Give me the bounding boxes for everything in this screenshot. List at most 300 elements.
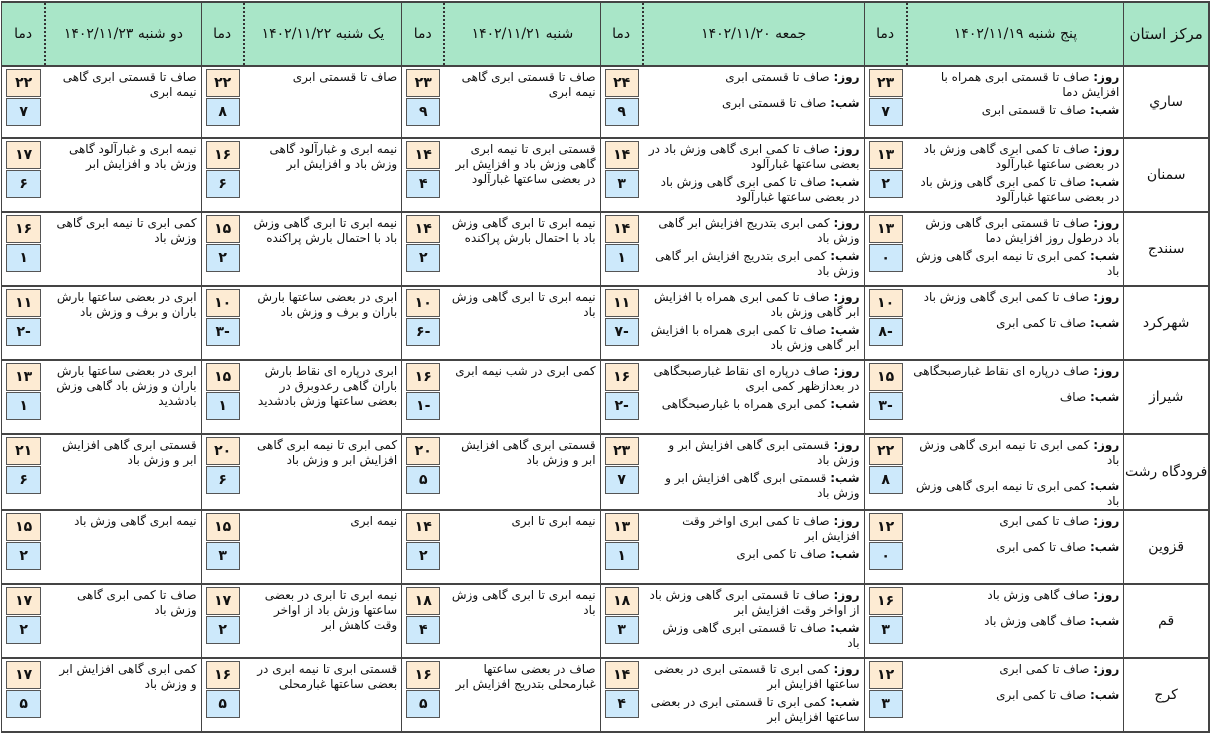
temp-cell (864, 510, 907, 584)
night-forecast (649, 249, 860, 279)
temp-cell (402, 434, 445, 510)
night-label: شب: (1089, 249, 1120, 263)
max-temp: ۲۰ (406, 437, 440, 465)
forecast-text: قسمتی ابری گاهی افزایش ابر و وزش باد (62, 438, 197, 467)
max-temp: ۱۵ (206, 513, 240, 541)
header-temp-1: دما (864, 2, 907, 66)
province-name: ساري (1124, 66, 1209, 138)
min-temp: ۲ (206, 616, 240, 644)
table-row (2, 584, 1210, 658)
forecast-cell (907, 66, 1124, 138)
max-temp: ۱۶ (605, 363, 639, 391)
forecast-text: کمی ابری گاهی افزایش ابر و وزش باد (59, 662, 197, 691)
forecast-text: نیمه ابری تا ابری گاهی وزش باد (451, 588, 596, 617)
max-temp: ۱۳ (869, 141, 903, 169)
night-label: شب: (830, 175, 860, 189)
forecast-cell (643, 584, 864, 658)
night-forecast (649, 397, 860, 412)
max-temp: ۱۷ (6, 661, 41, 689)
province-name: قم (1124, 584, 1209, 658)
day-text: صاف تا قسمتی ابری (725, 70, 830, 84)
temp-cell (600, 584, 643, 658)
min-temp: -۸ (869, 318, 903, 346)
day-text: صاف تا کمی ابری گاهی وزش باد (923, 290, 1090, 304)
min-temp: ۶ (206, 466, 240, 494)
forecast-cell (643, 510, 864, 584)
max-temp: ۱۶ (206, 141, 240, 169)
min-temp: ۵ (406, 690, 440, 718)
temp-cell (864, 360, 907, 434)
night-text: صاف تا قسمتی ابری گاهی وزش باد (662, 621, 860, 650)
forecast-cell (244, 66, 402, 138)
day-forecast (913, 216, 1120, 246)
night-forecast (913, 479, 1120, 509)
temp-cell (2, 584, 46, 658)
day-forecast (649, 588, 860, 618)
min-temp: ۱ (6, 244, 41, 272)
night-text: صاف تا کمی ابری (996, 540, 1087, 554)
forecast-cell (45, 66, 201, 138)
min-temp: ۲ (6, 542, 41, 570)
day-text: صاف درپاره ای نقاط غبارصبحگاهی (913, 364, 1090, 378)
day-label: روز: (1093, 588, 1120, 602)
min-temp: ۳ (869, 616, 903, 644)
forecast-cell (444, 360, 600, 434)
max-temp: ۲۲ (206, 69, 240, 97)
min-temp: ۹ (605, 98, 639, 126)
day-label: روز: (833, 514, 860, 528)
day-text: کمی ابری تا نیمه ابری گاهی وزش باد (919, 438, 1120, 467)
max-temp: ۱۴ (406, 215, 440, 243)
forecast-cell (45, 658, 201, 732)
forecast-cell (907, 658, 1124, 732)
forecast-cell (45, 138, 201, 212)
temp-cell (600, 658, 643, 732)
night-forecast (913, 249, 1120, 279)
night-forecast (649, 471, 860, 501)
day-forecast (649, 514, 860, 544)
forecast-text: ابری درپاره ای نقاط بارش باران گاهی رعدوبرق در بعضی ساعتها وزش بادشدید (257, 364, 398, 408)
night-label: شب: (1089, 479, 1120, 493)
forecast-table (1, 1, 1210, 733)
max-temp: ۲۲ (869, 437, 903, 465)
min-temp: -۷ (605, 318, 639, 346)
max-temp: ۱۶ (406, 661, 440, 689)
night-label: شب: (1089, 175, 1120, 189)
min-temp: ۳ (605, 170, 639, 198)
forecast-cell (643, 212, 864, 286)
min-temp: ۵ (206, 690, 240, 718)
max-temp: ۲۲ (6, 69, 41, 97)
header-row (2, 2, 1210, 66)
night-text: صاف تا کمی ابری (736, 547, 827, 561)
forecast-cell (244, 360, 402, 434)
province-name: سنندج (1124, 212, 1209, 286)
forecast-cell (244, 434, 402, 510)
day-forecast (649, 216, 860, 246)
forecast-text: ابری در بعضی ساعتها بارش باران و وزش باد گاهی وزش بادشدید (56, 364, 197, 408)
header-date-3: شنبه ۱۴۰۲/۱۱/۲۱ (444, 2, 600, 66)
forecast-text: قسمتی ابری تا نیمه ابری در بعضی ساعتها غبارمحلی (257, 662, 398, 691)
day-label: روز: (1093, 662, 1120, 676)
day-text: قسمتی ابری گاهی افزایش ابر و وزش باد (668, 438, 860, 467)
header-date-4: یک شنبه ۱۴۰۲/۱۱/۲۲ (244, 2, 402, 66)
temp-cell (402, 360, 445, 434)
max-temp: ۲۳ (869, 69, 903, 97)
night-forecast (913, 316, 1120, 331)
header-temp-5: دما (2, 2, 46, 66)
max-temp: ۱۲ (869, 661, 903, 689)
day-forecast (913, 142, 1120, 172)
night-forecast (649, 96, 860, 111)
temp-cell (402, 138, 445, 212)
forecast-text: نیمه ابری تا ابری گاهی وزش باد (451, 290, 596, 319)
night-label: شب: (1089, 614, 1120, 628)
forecast-text: قسمتی ابری گاهی افزایش ابر و وزش باد (461, 438, 596, 467)
forecast-text: نیمه ابری (350, 514, 398, 528)
min-temp: ۲ (869, 170, 903, 198)
max-temp: ۱۷ (6, 587, 41, 615)
temp-cell (402, 510, 445, 584)
max-temp: ۱۴ (605, 215, 639, 243)
table-row (2, 286, 1210, 360)
night-label: شب: (1089, 688, 1120, 702)
table-row (2, 510, 1210, 584)
temp-cell (2, 360, 46, 434)
night-forecast (913, 540, 1120, 555)
min-temp: -۳ (869, 392, 903, 420)
forecast-cell (907, 138, 1124, 212)
day-forecast (649, 290, 860, 320)
temp-cell (864, 212, 907, 286)
day-text: صاف تا کمی ابری گاهی وزش باد در بعضی ساعتها غبارآلود (648, 142, 860, 171)
night-text: صاف (1059, 390, 1087, 404)
night-label: شب: (830, 695, 860, 709)
max-temp: ۱۴ (406, 141, 440, 169)
max-temp: ۱۳ (869, 215, 903, 243)
max-temp: ۱۸ (406, 587, 440, 615)
day-forecast (913, 588, 1120, 603)
table-row (2, 360, 1210, 434)
temp-cell (201, 510, 244, 584)
forecast-cell (643, 286, 864, 360)
night-text: صاف تا کمی ابری گاهی وزش باد در بعضی ساعتها غبارآلود (920, 175, 1120, 204)
max-temp: ۲۴ (605, 69, 639, 97)
province-name: شهرکرد (1124, 286, 1209, 360)
max-temp: ۲۳ (605, 437, 639, 465)
day-forecast (913, 514, 1120, 529)
night-text: کمی ابری تا نیمه ابری گاهی وزش باد (915, 479, 1120, 508)
day-text: صاف تا کمی ابری همراه با افزایش ابر گاهی وزش باد (653, 290, 860, 319)
day-text: صاف تا قسمتی ابری گاهی وزش باد درطول روز افزایش دما (925, 216, 1120, 245)
forecast-cell (244, 510, 402, 584)
day-text: کمی ابری بتدریج افزایش ابر گاهی وزش باد (658, 216, 860, 245)
temp-cell (201, 434, 244, 510)
temp-cell (600, 212, 643, 286)
forecast-text: کمی ابری تا نیمه ابری گاهی وزش باد (56, 216, 197, 245)
forecast-cell (643, 138, 864, 212)
min-temp: ۴ (406, 616, 440, 644)
header-temp-4: دما (201, 2, 244, 66)
table-row (2, 212, 1210, 286)
forecast-text: نیمه ابری تا ابری در بعضی ساعتها وزش باد از اواخر وقت کاهش ابر (264, 588, 398, 632)
header-temp-2: دما (600, 2, 643, 66)
forecast-text: نیمه ابری تا ابری (511, 514, 596, 528)
forecast-cell (244, 286, 402, 360)
forecast-cell (444, 510, 600, 584)
forecast-text: قسمتی ابری تا نیمه ابری گاهی وزش باد و افزایش ابر در بعضی ساعتها غبارآلود (455, 142, 596, 186)
forecast-text: نیمه ابری و غبارآلود گاهی وزش باد و افزایش ابر (68, 142, 197, 171)
night-label: شب: (1089, 316, 1120, 330)
max-temp: ۱۶ (869, 587, 903, 615)
day-forecast (649, 662, 860, 692)
day-text: کمی ابری تا قسمتی ابری در بعضی ساعتها افزایش ابر (654, 662, 860, 691)
night-label: شب: (830, 323, 860, 337)
day-forecast (649, 364, 860, 394)
day-label: روز: (1093, 216, 1120, 230)
night-text: کمی ابری تا نیمه ابری گاهی وزش باد (915, 249, 1120, 278)
max-temp: ۲۱ (6, 437, 41, 465)
min-temp: ۷ (605, 466, 639, 494)
forecast-text: ابری در بعضی ساعتها بارش باران و برف و وزش باد (56, 290, 197, 319)
night-label: شب: (830, 397, 860, 411)
forecast-cell (45, 434, 201, 510)
min-temp: ۴ (605, 690, 639, 718)
temp-cell (201, 212, 244, 286)
day-forecast (649, 142, 860, 172)
max-temp: ۱۷ (6, 141, 41, 169)
min-temp: ۰ (869, 244, 903, 272)
forecast-cell (907, 360, 1124, 434)
day-text: صاف تا کمی ابری (999, 514, 1090, 528)
min-temp: ۸ (869, 466, 903, 494)
min-temp: -۲ (6, 318, 41, 346)
min-temp: ۲ (6, 616, 41, 644)
temp-cell (201, 138, 244, 212)
day-forecast (913, 70, 1120, 100)
temp-cell (2, 286, 46, 360)
temp-cell (864, 66, 907, 138)
day-label: روز: (1093, 364, 1120, 378)
temp-cell (2, 212, 46, 286)
forecast-text: صاف تا قسمتی ابری گاهی نیمه ابری (62, 70, 197, 99)
temp-cell (201, 286, 244, 360)
night-label: شب: (1089, 103, 1120, 117)
forecast-cell (244, 138, 402, 212)
forecast-text: نیمه ابری تا ابری گاهی وزش باد با احتمال بارش پراکنده (451, 216, 596, 245)
max-temp: ۱۳ (6, 363, 41, 391)
header-date-2: جمعه ۱۴۰۲/۱۱/۲۰ (643, 2, 864, 66)
night-forecast (649, 547, 860, 562)
forecast-cell (907, 434, 1124, 510)
min-temp: ۸ (206, 98, 240, 126)
night-text: کمی ابری بتدریج افزایش ابر گاهی وزش باد (655, 249, 860, 278)
max-temp: ۱۵ (206, 363, 240, 391)
max-temp: ۱۲ (869, 513, 903, 541)
day-forecast (913, 662, 1120, 677)
forecast-cell (444, 66, 600, 138)
temp-cell (864, 138, 907, 212)
forecast-text: صاف تا کمی ابری گاهی وزش باد (77, 588, 197, 617)
night-label: شب: (830, 249, 860, 263)
night-text: صاف تا قسمتی ابری (981, 103, 1087, 117)
temp-cell (864, 434, 907, 510)
min-temp: ۶ (206, 170, 240, 198)
day-text: صاف تا قسمتی ابری گاهی وزش باد از اواخر وقت افزایش ابر (649, 588, 860, 617)
night-text: صاف تا قسمتی ابری (721, 96, 827, 110)
night-label: شب: (1089, 390, 1120, 404)
forecast-cell (45, 360, 201, 434)
forecast-cell (444, 658, 600, 732)
night-text: صاف تا کمی ابری گاهی وزش باد در بعضی ساعتها غبارآلود (660, 175, 860, 204)
night-label: شب: (830, 96, 860, 110)
min-temp: ۷ (6, 98, 41, 126)
night-forecast (913, 390, 1120, 405)
forecast-cell (643, 434, 864, 510)
province-name: قزوين (1124, 510, 1209, 584)
night-forecast (649, 621, 860, 651)
forecast-cell (45, 286, 201, 360)
temp-cell (600, 360, 643, 434)
min-temp: ۳ (869, 690, 903, 718)
province-name: شيراز (1124, 360, 1209, 434)
forecast-cell (45, 510, 201, 584)
temp-cell (864, 658, 907, 732)
min-temp: -۳ (206, 318, 240, 346)
day-label: روز: (833, 364, 860, 378)
night-label: شب: (830, 621, 860, 635)
day-label: روز: (833, 438, 860, 452)
max-temp: ۱۶ (6, 215, 41, 243)
forecast-cell (907, 286, 1124, 360)
min-temp: ۱ (605, 542, 639, 570)
night-label: شب: (1089, 540, 1120, 554)
night-text: کمی ابری تا قسمتی ابری در بعضی ساعتها افزایش ابر (650, 695, 860, 724)
min-temp: ۲ (206, 244, 240, 272)
night-label: شب: (830, 471, 860, 485)
min-temp: ۲ (406, 244, 440, 272)
max-temp: ۱۷ (206, 587, 240, 615)
day-label: روز: (1093, 438, 1120, 452)
forecast-text: نیمه ابری گاهی وزش باد (74, 514, 197, 528)
forecast-cell (907, 212, 1124, 286)
day-label: روز: (1093, 70, 1120, 84)
day-forecast (913, 364, 1120, 379)
temp-cell (2, 434, 46, 510)
header-date-1: پنج شنبه ۱۴۰۲/۱۱/۱۹ (907, 2, 1124, 66)
temp-cell (600, 138, 643, 212)
forecast-text: ابری در بعضی ساعتها بارش باران و برف و وزش باد (257, 290, 398, 319)
max-temp: ۱۵ (206, 215, 240, 243)
table-row (2, 434, 1210, 510)
min-temp: ۵ (406, 466, 440, 494)
night-forecast (913, 175, 1120, 205)
province-name: کرج (1124, 658, 1209, 732)
night-forecast (649, 323, 860, 353)
day-text: صاف تا کمی ابری اواخر وقت افزایش ابر (682, 514, 860, 543)
day-forecast (913, 290, 1120, 305)
temp-cell (864, 584, 907, 658)
header-province: مرکز استان (1124, 2, 1209, 66)
min-temp: ۳ (605, 616, 639, 644)
day-forecast (913, 438, 1120, 468)
temp-cell (201, 584, 244, 658)
day-label: روز: (1093, 514, 1120, 528)
night-label: شب: (830, 547, 860, 561)
max-temp: ۱۶ (206, 661, 240, 689)
day-label: روز: (833, 70, 860, 84)
temp-cell (402, 286, 445, 360)
night-forecast (913, 688, 1120, 703)
day-label: روز: (833, 290, 860, 304)
table-row (2, 658, 1210, 732)
header-date-5: دو شنبه ۱۴۰۲/۱۱/۲۳ (45, 2, 201, 66)
temp-cell (600, 66, 643, 138)
forecast-cell (244, 212, 402, 286)
night-text: صاف تا کمی ابری همراه با افزایش ابر گاهی وزش باد (650, 323, 860, 352)
forecast-cell (444, 212, 600, 286)
temp-cell (201, 66, 244, 138)
temp-cell (600, 434, 643, 510)
forecast-cell (444, 286, 600, 360)
temp-cell (402, 658, 445, 732)
forecast-text: صاف تا قسمتی ابری (292, 70, 398, 84)
max-temp: ۱۰ (406, 289, 440, 317)
min-temp: ۹ (406, 98, 440, 126)
forecast-cell (244, 584, 402, 658)
province-name: سمنان (1124, 138, 1209, 212)
min-temp: -۱ (406, 392, 440, 420)
min-temp: -۶ (406, 318, 440, 346)
night-text: کمی ابری همراه با غبارصبحگاهی (661, 397, 827, 411)
temp-cell (600, 510, 643, 584)
temp-cell (402, 66, 445, 138)
forecast-cell (907, 584, 1124, 658)
forecast-cell (444, 138, 600, 212)
day-forecast (649, 70, 860, 85)
min-temp: ۶ (6, 170, 41, 198)
forecast-cell (45, 212, 201, 286)
max-temp: ۲۰ (206, 437, 240, 465)
night-forecast (913, 614, 1120, 629)
day-text: صاف تا کمی ابری (999, 662, 1090, 676)
max-temp: ۱۸ (605, 587, 639, 615)
max-temp: ۱۴ (406, 513, 440, 541)
forecast-text: نیمه ابری و غبارآلود گاهی وزش باد و افزایش ابر (269, 142, 398, 171)
night-text: صاف تا کمی ابری (996, 688, 1087, 702)
temp-cell (2, 66, 46, 138)
max-temp: ۱۱ (605, 289, 639, 317)
day-text: صاف گاهی وزش باد (987, 588, 1090, 602)
day-label: روز: (1093, 142, 1120, 156)
max-temp: ۱۳ (605, 513, 639, 541)
min-temp: ۱ (6, 392, 41, 420)
min-temp: ۴ (406, 170, 440, 198)
day-label: روز: (833, 216, 860, 230)
night-forecast (913, 103, 1120, 118)
min-temp: ۱ (605, 244, 639, 272)
max-temp: ۱۴ (605, 141, 639, 169)
min-temp: ۷ (869, 98, 903, 126)
min-temp: ۶ (6, 466, 41, 494)
max-temp: ۱۰ (869, 289, 903, 317)
day-text: صاف درپاره ای نقاط غبارصبحگاهی در بعدازظهر کمی ابری (653, 364, 860, 393)
min-temp: ۱ (206, 392, 240, 420)
forecast-cell (244, 658, 402, 732)
temp-cell (402, 584, 445, 658)
temp-cell (2, 658, 46, 732)
temp-cell (201, 658, 244, 732)
